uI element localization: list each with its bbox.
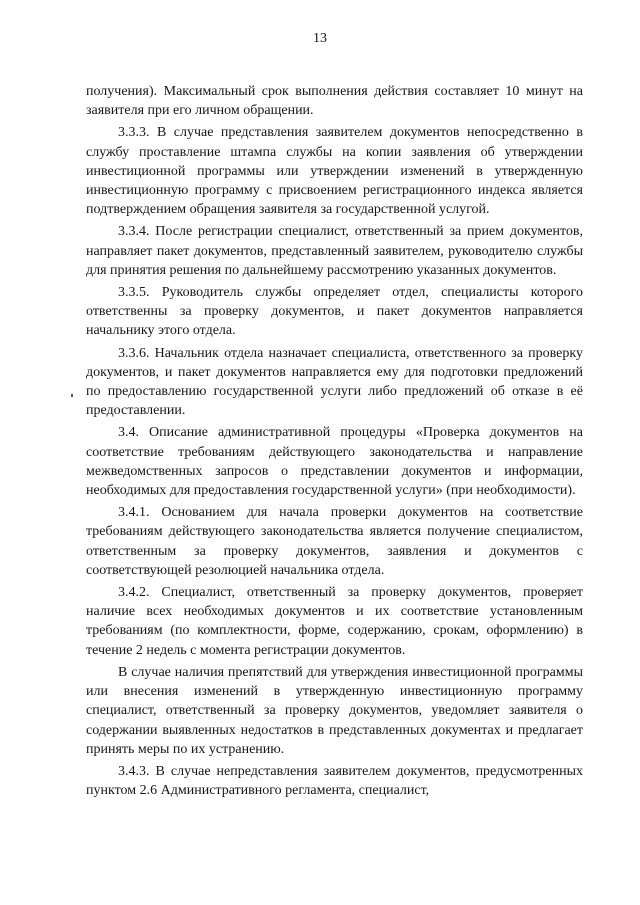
scan-artifact-dot	[71, 394, 73, 397]
paragraph-3-3-5: 3.3.5. Руководитель службы определяет отдел, специалисты которого ответственны за проверку документов, и пакет документов направляется начальнику этого отдела.	[86, 285, 583, 339]
paragraph-3-4: 3.4. Описание административной процедуры «Проверка документов на соответствие требованиям действующего законодательства и направление межведомственных запросов о представлении документов и информации, необходимых для предоставления государственной услуги» (при необходимости).	[86, 425, 583, 499]
paragraph-3-3-6: 3.3.6. Начальник отдела назначает специалиста, ответственного за проверку документов, и пакет документов направляется ему для подготовки предложений по предоставлению государственной услуги либо предложений об отказе в её предоставлении.	[86, 345, 583, 419]
paragraph-3-3-3: 3.3.3. В случае представления заявителем документов непосредственно в службу проставление штампа службы на копии заявления об утверждении инвестиционной программы или утверждении изменений в утвержденную инвестиционную программу с присвоением регистрационного индекса является подтверждением обращения заявителя за государственной услугой.	[86, 125, 583, 218]
paragraph-3-4-3: 3.4.3. В случае непредставления заявителем документов, предусмотренных пунктом 2.6 Административного регламента, специалист,	[86, 763, 583, 799]
document-body	[86, 82, 583, 803]
paragraph-continuation: получения). Максимальный срок выполнения действия составляет 10 минут на заявителя при его личном обращении.	[86, 84, 583, 119]
paragraph-3-4-1: 3.4.1. Основанием для начала проверки документов на соответствие требованиям действующего законодательства является получение специалистом, ответственным за проверку документов, заявления и документов с соответствующей резолюцией начальника отдела.	[86, 505, 583, 578]
paragraph-obstacles: В случае наличия препятствий для утверждения инвестиционной программы или внесения изменений в утвержденную инвестиционную программу специалист, ответственный за проверку документов, уведомляет заявителя о содержании выявленных недостатков в представленных документах и предлагает принять меры по их устранению.	[86, 664, 583, 757]
paragraph-3-3-4: 3.3.4. После регистрации специалист, ответственный за прием документов, направляет пакет документов, представленный заявителем, руководителю службы для принятия решения по дальнейшему рассмотрению указанных документов.	[86, 224, 583, 278]
paragraph-3-4-2: 3.4.2. Специалист, ответственный за проверку документов, проверяет наличие всех необходимых документов и их соответствие установленным требованиям (по комплектности, форме, содержанию, срокам, оформлению) в течение 2 недель с момента регистрации документов.	[86, 585, 583, 658]
page-number: 13	[313, 31, 327, 46]
